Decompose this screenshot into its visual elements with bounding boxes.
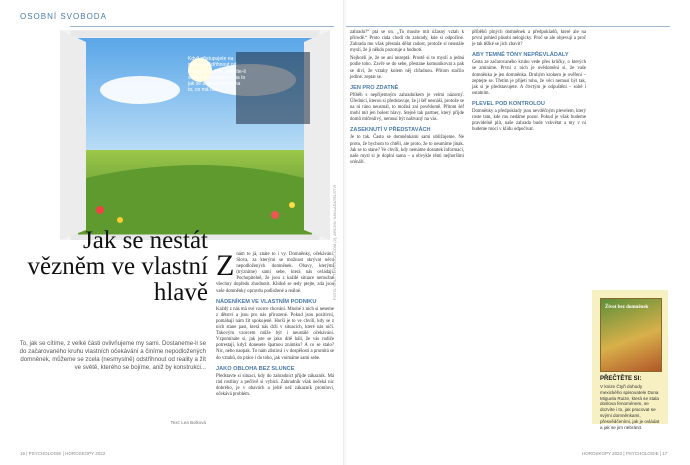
book-recommendation-box — [592, 290, 668, 430]
paragraph: Domněnky a předpoklady jsou nevděčným plevelem, který roste tam, kde mu nedáme pozor. Pokud je však budeme pravidelně plít, naše zahrada bude vzkvétat a my v ní budeme moci v klidu odpočívat. — [472, 109, 586, 133]
footer-left: 16 | PSYCHOLOGIE | HOROSKOPY 2022 — [20, 451, 106, 456]
subheading-nadenikem: NÁDENÍKEM VE VLASTNÍM PODNIKU — [216, 298, 317, 305]
book-description: V knize Čtyři dohody mexického spisovatele Dona Miguela Ruize, která se stala doslova fenoménem, se dozvíte i to, jak pracovat se svými domněnkami, přesvědčeními, jak je ovládat a jak se jim nebránit. — [600, 384, 660, 430]
image-caption: Když přistupujete na mohou odstřihnout od reality. Otevřete nevidíte-li slunce a zaměřte se na to jak se dívá na věci a na to, co má rádi — [188, 56, 246, 94]
paragraph: Každý z nás má své vzorce chování. Mnohé z nich si neseme z dětství a jsou pro nás přirozené. Pokud jsou pozitivní, pomáhají nám žít spokojeně. Horší je to ve chvíli, kdy se z nich stane past, která nás drží v situacích, které nás ničí. Takovým vzorcem může být i neustálé očekávání. Vzpomínáte si, jak jste se jako dítě báli, že vás rodiče potrestají, když donesete špatnou známku? A co se stalo? Nic, nebo naopak. To nám zůstává i v dospělosti a promítá se do vztahů, do práce i do toho, jak vnímáme sami sebe. — [216, 306, 334, 361]
paragraph: Je to tak. Často se domněnkami sami ubližujeme. Ne proto, že bychom to chtěli, ale proto, že to neumíme jinak. Jak se to stane? Ve chvíli, kdy nemáme dostatek informací, naše mysl si je doplní sama – a obvykle těmi nejhoršími scénáři. — [350, 135, 464, 165]
subheading-zdatne: JEN PRO ZDATNÉ — [350, 84, 399, 91]
paragraph: příběhů plných domněnek a předpokladů, které ale na první pohled působí nelogicky. Proč se ale objevují a proč je tak těžké se jich zbavit? — [472, 30, 586, 48]
paragraph: Nejhorší je, že se ani nezeptá. Prostě si to myslí a jedná podle toho. Zavře se do sebe, přestane komunikovat a pak se diví, že vztahy kolem něj chřadnou. Přitom stačilo jediné: zeptat se. — [350, 56, 464, 80]
headline: Jak se nestát vězněm ve vlastní hlavě — [27, 227, 208, 306]
top-rule — [346, 26, 670, 27]
photo-credit-vertical: FOTO: SHUTTERSTOCK.COM (2), ARCHIV NAKLADATELSTVÍ — [332, 184, 337, 300]
left-page — [0, 0, 344, 465]
paragraph: Představte si situaci, kdy do zahradníct přijde zákazník. Má rád rostliny a pečlivě si vybírá. Zahradník však nečeká nic dobrého, je v obavách a ještě než zákazník promluví, očekává problém. — [216, 373, 334, 397]
section-label: OSOBNÍ SVOBODA — [20, 12, 107, 21]
article-column-1 — [216, 249, 334, 400]
article-column-3 — [472, 30, 586, 135]
top-rule — [70, 26, 334, 27]
paragraph: Cesta ze začarovaného kruhu vede přes krůčky, o kterých se zmíníme. První z nich je uvědomění si, že vaše domněnka je jen domněnka. Druhým krokem je ověření – zeptejte se. Třetím je přijetí toho, že věci nemusí být tak, jak si je představujete. A čtvrtým je odpuštění – sobě i ostatním. — [472, 60, 586, 96]
paragraph: zahradu?“ ptá se on. „To musíte mít úžasný vztah k přírodě.“ Proto ráda chodí do zahrady, kde si odpočine. Zahrada mu však přestala dělat radost, protože si neustále myslí, že ji někdo pozoruje a hodnotí. — [350, 30, 464, 54]
lead-paragraph: To, jak se cítíme, z velké části ovlivňujeme my sami. Dostaneme-li se do začarovaného kruhu vlastních očekávání a činíme nepodložených domněnek, můžeme se zcela (nesmyslně) odstřihnout od reality a žít ve světě, kterého se bojíme, aniž by konstrukci... — [19, 340, 206, 371]
subheading-plevel: PLEVEL POD KONTROLOU — [472, 100, 545, 107]
subheading-obloha: JAKO OBLOHA BEZ SLUNCE — [216, 365, 295, 372]
subheading-zaseknuti: ZASEKNUTÍ V PŘEDSTAVÁCH — [350, 127, 431, 134]
paragraph: Příběh s nepříjemným zahradníkem je velmi názorný. Úřednici, kterou si představuje, že ji šéf nesnáší, protože se na ni ráno neusmál, to možná zní povědomě. Přitom šéf mohl mít jen bolest hlavy. Stejně tak partner, který přijde domů mlčenlivý, nemusí být naštvaný na vás. — [350, 92, 464, 123]
drop-cap: Z — [216, 249, 235, 282]
article-column-2 — [350, 30, 464, 168]
right-page — [346, 0, 690, 465]
book-cover-title: Život bez domněnek — [605, 305, 649, 310]
subheading-temne-tony: ABY TEMNÉ TÓNY NEPŘEVLÁDALY — [472, 52, 569, 59]
intro-text: nám to já, znáte to i vy. Domněnky, očekávání. Slova, za kterými se možnost skrývat něco nepodložených domněnek. Obavy, kterými (trýzníme) sami sebe, která nás ovládají. Pochopitelně, že jsou z každé situace nemožné všechny dopředu zhodnotit. Klidně se tedy ptejte, zda jsou vaše domněnky opravdu podložené a reálné. — [216, 252, 334, 294]
author-credit: Text: Lea Bolková — [170, 420, 206, 425]
book-cover-image — [600, 298, 662, 372]
footer-right: HOROSKOPY 2022 | PSYCHOLOGIE | 17 — [582, 451, 668, 456]
book-label: PŘEČTĚTE SI: — [600, 376, 642, 382]
